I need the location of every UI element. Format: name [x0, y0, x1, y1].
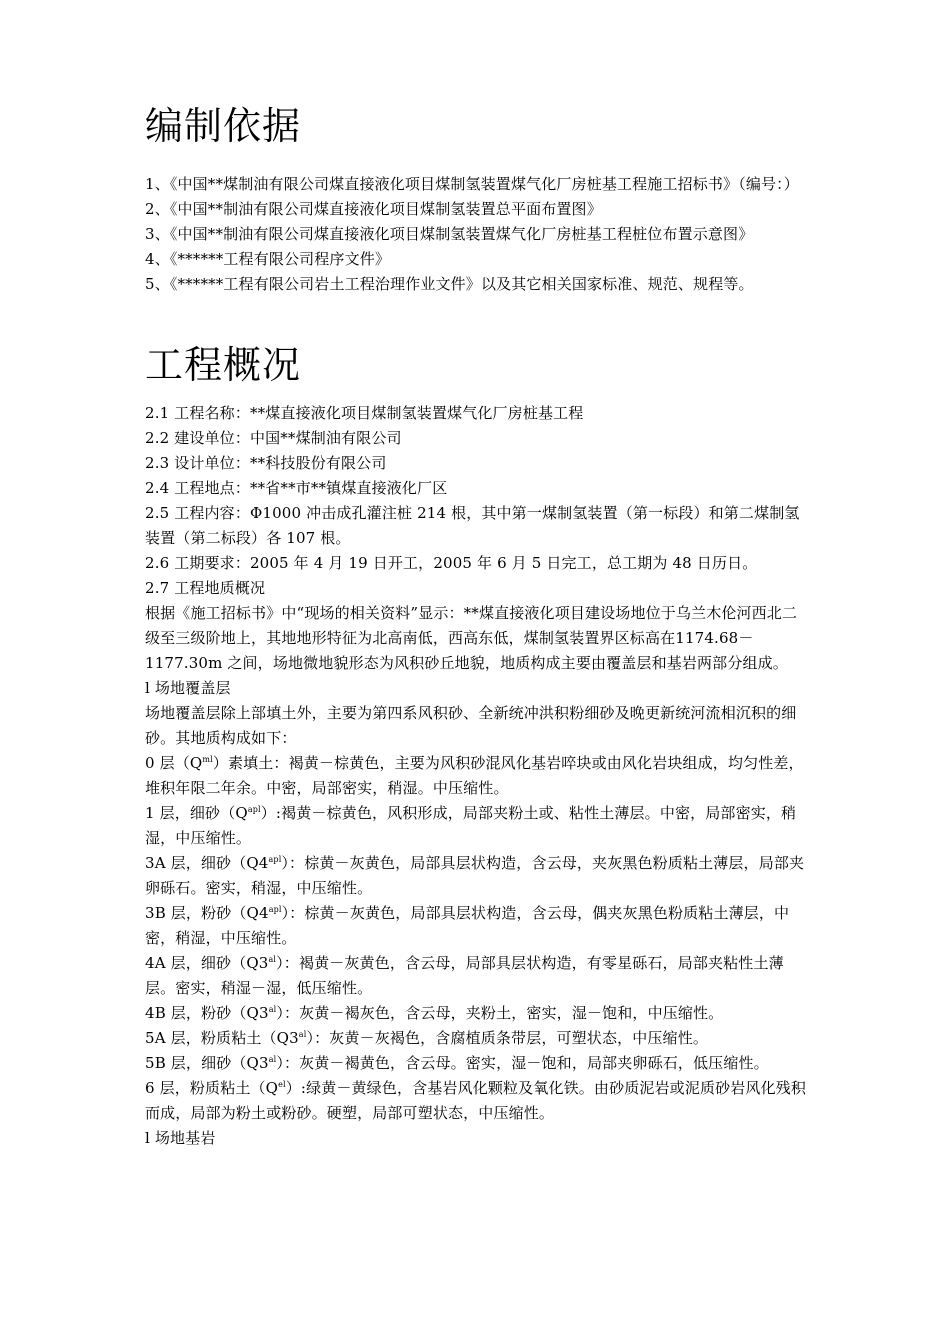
layer-item: 6 层，粉质粘土$(Q^{el})$:绿黄－黄绿色，含基岩风化颗粒及氧化铁。由砂质泥岩或泥质砂岩风化残积而成，局部为粉土或粉砂。硬塑，局部可塑状态，中压缩性。 — [145, 1079, 807, 1122]
bedrock-heading: l 场地基岩 — [145, 1129, 216, 1147]
overview-location: 2.4 工程地点：**省**市**镇煤直接液化厂区 — [145, 479, 448, 497]
basis-item-2: 2、《中国**制油有限公司煤直接液化项目煤制氢装置总平面布置图》 — [145, 200, 602, 218]
overburden-intro: 场地覆盖层除上部填土外，主要为第四系风积砂、全新统冲洪积粉细砂及晚更新统河流相沉积的细砂。其地质构成如下： — [145, 704, 797, 747]
basis-item-1: 1、《中国**煤制油有限公司煤直接液化项目煤制氢装置煤气化厂房桩基工程施工招标书》（编号：） — [145, 175, 799, 193]
overview-owner: 2.2 建设单位：中国**煤制油有限公司 — [145, 429, 402, 447]
layer-item: 5A 层，粉质粘土$(Q3^{al})$：灰黄－灰褐色，含腐植质条带层，可塑状态，中压缩性。 — [145, 1029, 708, 1047]
layer-item: 1 层，细砂$(Q^{apl})$:褐黄－棕黄色，风积形成，局部夹粉土或、粘性土薄层。中密，局部密实，稍湿，中压缩性。 — [145, 804, 797, 847]
layer-item: 3A 层，细砂$(Q4^{apl})$：棕黄－灰黄色，局部具层状构造，含云母，夹灰黑色粉质粘土薄层，局部夹卵砾石。密实，稍湿，中压缩性。 — [145, 854, 805, 897]
overview-scope: 2.5 工程内容：Φ1000 冲击成孔灌注桩 214 根，其中第一煤制氢装置（第一标段）和第二煤制氢装置（第二标段）各 107 根。 — [145, 504, 800, 547]
basis-item-4: 4、《******工程有限公司程序文件》 — [145, 250, 391, 268]
section-title-basis: 编制依据 — [145, 104, 302, 148]
overview-designer: 2.3 设计单位：**科技股份有限公司 — [145, 454, 387, 472]
overview-schedule: 2.6 工期要求：2005 年 4 月 19 日开工，2005 年 6 月 5 日完工，总工期为 48 日历日。 — [145, 554, 758, 572]
overview-geology-intro: 根据《施工招标书》中“现场的相关资料”显示：**煤直接液化项目建设场地位于乌兰木伦河西北二级至三级阶地上，其地地形特征为北高南低，西高东低，煤制氢装置界区标高在1174.68－1177.30m 之间，场地微地貌形态为风积砂丘地貌，地质构成主要由覆盖层和基岩两部分组成。 — [145, 604, 798, 672]
overburden-heading: l 场地覆盖层 — [145, 679, 231, 697]
basis-item-5: 5、《******工程有限公司岩土工程治理作业文件》以及其它相关国家标准、规范、规程等。 — [145, 275, 754, 293]
document-content — [145, 100, 810, 1151]
overview-geology-heading: 2.7 工程地质概况 — [145, 579, 266, 597]
layer-item: 4A 层，细砂$(Q3^{al})$：褐黄－灰黄色，含云母，局部具层状构造，有零星砾石，局部夹粘性土薄层。密实，稍湿－湿，低压缩性。 — [145, 954, 784, 997]
layer-item: 5B 层，细砂$(Q3^{al})$：灰黄－褐黄色，含云母。密实，湿－饱和，局部夹卵砾石，低压缩性。 — [145, 1054, 769, 1072]
layer-item: 0 层$(Q^{ml})$素填土：褐黄－棕黄色，主要为风积砂混风化基岩啐块或由风化岩块组成，均匀性差，堆积年限二年余。中密，局部密实，稍湿。中压缩性。 — [145, 754, 804, 797]
layer-item: 4B 层，粉砂$(Q3^{al})$：灰黄－褐灰色，含云母，夹粉土，密实，湿－饱和，中压缩性。 — [145, 1004, 724, 1022]
overview-project-name: 2.1 工程名称：**煤直接液化项目煤制氢装置煤气化厂房桩基工程 — [145, 404, 584, 422]
section-title-overview: 工程概况 — [145, 343, 302, 387]
basis-item-3: 3、《中国**制油有限公司煤直接液化项目煤制氢装置煤气化厂房桩基工程桩位布置示意图》 — [145, 225, 754, 243]
layer-item: 3B 层，粉砂$(Q4^{apl})$：棕黄－灰黄色，局部具层状构造，含云母，偶夹灰黑色粉质粘土薄层，中密，稍湿，中压缩性。 — [145, 904, 790, 947]
